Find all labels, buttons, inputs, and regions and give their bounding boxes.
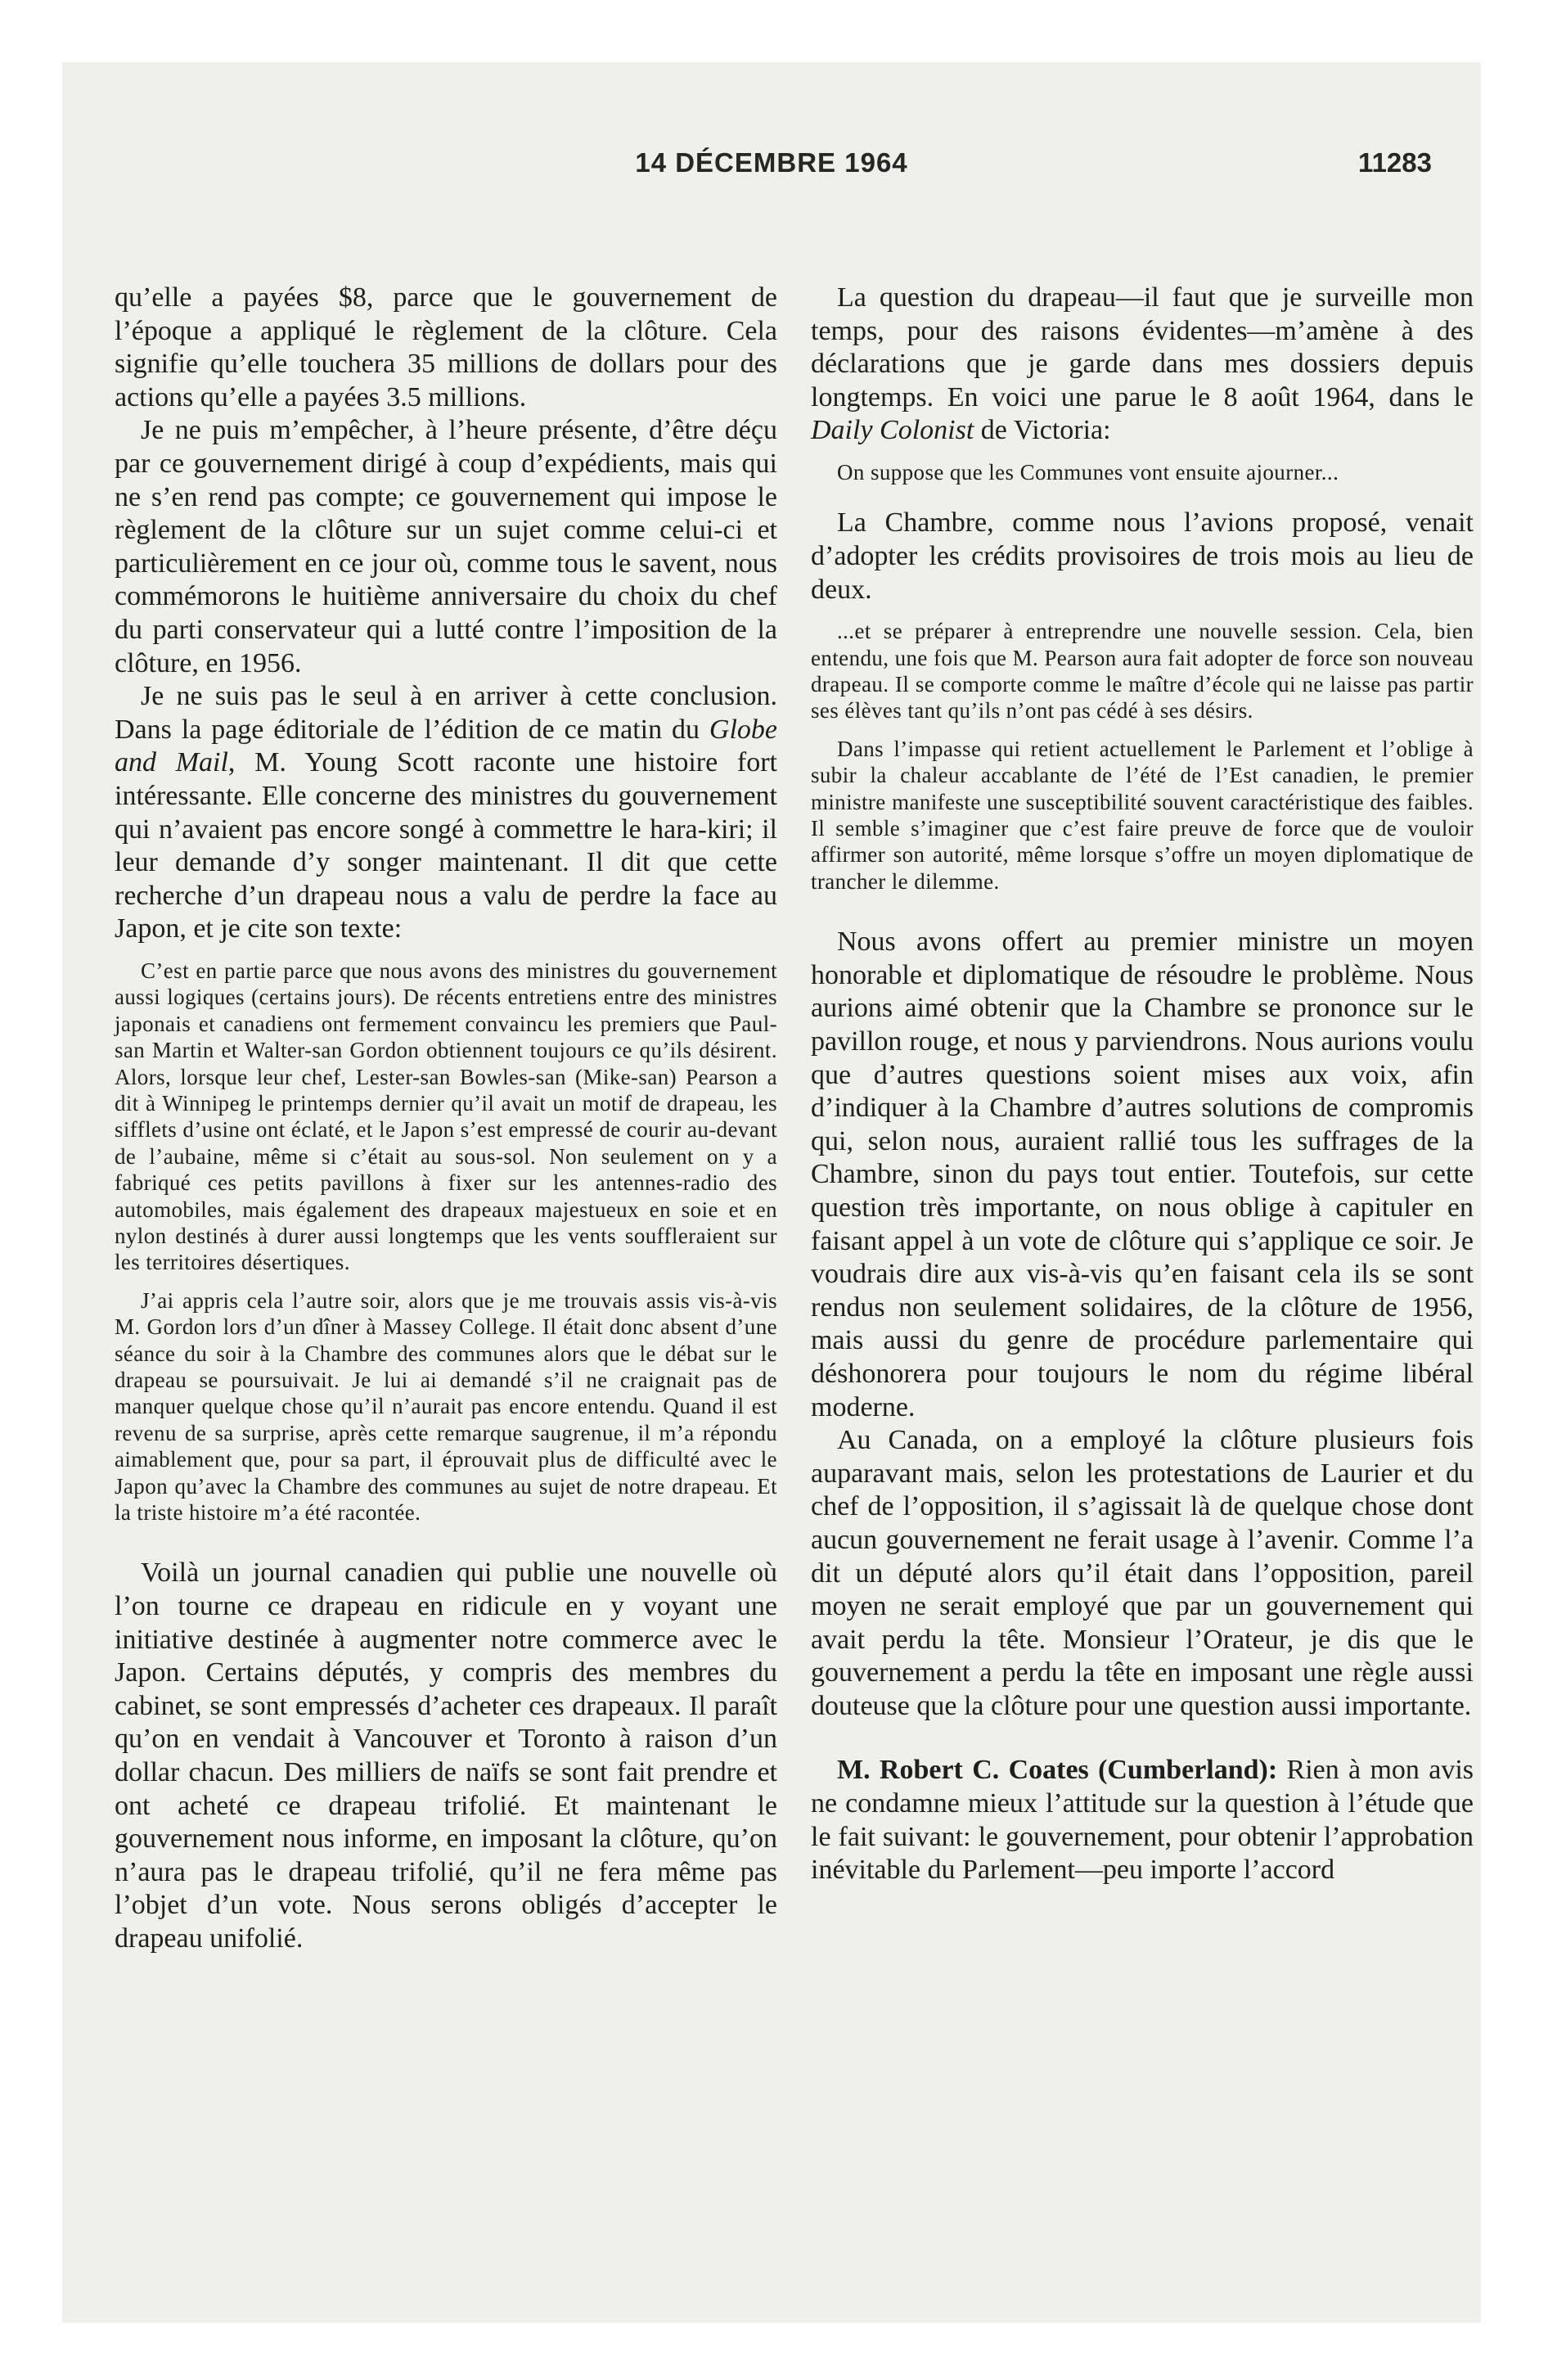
paragraph [811,1754,1474,1886]
right-column [811,282,1474,1887]
block-quote: ...et se préparer à entreprendre une nouvelle session. Cela, bien entendu, une fois que M. Pearson aura fait adopter de force son nouveau drapeau. Il se comporte comme le maître d’école qui ne laisse pas partir ses élèves tant qu’ils n’ont pas cédé à ses désirs. [811,619,1474,723]
paragraph-text: de Victoria: [974,415,1111,446]
newspaper-title: Globe and Mail [115,714,777,778]
paragraph: Nous avons offert au premier ministre un moyen honorable et diplomatique de résoudre le problème. Nous aurions aimé obtenir que la Chambre se prononce sur le pavillon rouge, et nous y parviendrons. Nous aurions voulu que d’autres questions soient mises aux voix, afin d’indiquer à la Chambre d’autres solutions de compromis qui, selon nous, auraient rallié tous les suffrages de la Chambre, sinon du pays tout entier. Toutefois, sur cette question très importante, on nous oblige à capituler en faisant appel à un vote de clôture qui s’applique ce soir. Je voudrais dire aux vis-à-vis qu’en faisant cela ils se sont rendus non seulement solidaires, de la clôture de 1956, mais aussi du genre de procédure parlementaire qui déshonorera pour toujours le nom du régime libéral moderne. [811,926,1474,1422]
paragraph-text: Rien à mon avis ne condamne mieux l’attitude sur la question à l’étude que le fait suivant: le gouvernement, pour obtenir l’approbation inévitable du Parlement—peu importe l’accord [811,1755,1474,1886]
paragraph-text: La question du drapeau—il faut que je surveille mon temps, pour des raisons évidentes—m’amène à des déclarations que je garde dans mes dossiers depuis longtemps. En voici une parue le 8 août 1964, dans le [811,282,1474,412]
paragraph: Voilà un journal canadien qui publie une nouvelle où l’on tourne ce drapeau en ridicule en y voyant une initiative destinée à augmenter notre commerce avec le Japon. Certains députés, y compris des membres du cabinet, se sont empressés d’acheter ces drapeaux. Il paraît qu’on en vendait à Vancouver et Toronto à raison d’un dollar chacun. Des milliers de naïfs se sont fait prendre et ont acheté ce drapeau trifolié. Et maintenant le gouvernement nous informe, en imposant la clôture, qu’on n’aura pas le drapeau trifolié, qu’il ne fera même pas l’objet d’un vote. Nous serons obligés d’accepter le drapeau unifolié. [115,1557,777,1954]
page-header [62,147,1481,196]
block-quote: On suppose que les Communes vont ensuite ajourner... [837,459,1339,485]
page-date: 14 DÉCEMBRE 1964 [635,147,908,178]
left-column [115,282,777,1956]
page-sheet [62,62,1481,2323]
speaker-name: M. Robert C. Coates (Cumberland): [837,1755,1278,1786]
block-quote: Dans l’impasse qui retient actuellement le Parlement et l’oblige à subir la chaleur accablante de l’été de l’Est canadien, le premier ministre manifeste une susceptibilité souvent caractéristique des faibles. Il semble s’imaginer que c’est faire preuve de force que de vouloir affirmer son autorité, même lorsque s’offre un moyen diplomatique de trancher le dilemme. [811,736,1474,894]
block-quote: J’ai appris cela l’autre soir, alors que je me trouvais assis vis-à-vis M. Gordon lors d’un dîner à Massey College. Il était donc absent d’une séance du soir à la Chambre des communes alors que le débat sur le drapeau se poursuivait. Je lui ai demandé s’il ne craignait pas de manquer quelque chose qu’il n’aurait pas encore entendu. Quand il est revenu de sa surprise, après cette remarque saugrenue, il m’a répondu aimablement que, pour sa part, il éprouvait plus de difficulté avec le Japon qu’avec la Chambre des communes au sujet de notre drapeau. Et la triste histoire m’a été racontée. [115,1287,777,1525]
block-quote: C’est en partie parce que nous avons des ministres du gouvernement aussi logiques (certains jours). De récents entretiens entre des ministres japonais et canadiens ont fermement convaincu les premiers que Paul-san Martin et Walter-san Gordon obtiennent toujours ce qu’ils désirent. Alors, lorsque leur chef, Lester-san Bowles-san (Mike-san) Pearson a dit à Winnipeg le printemps dernier qu’il avait un motif de drapeau, les sifflets d’usine ont éclaté, et le Japon s’est empressé de courir au-devant de l’aubaine, même si c’était au sous-sol. Non seulement on y a fabriqué ces petits pavillons à fixer sur les antennes-radio des automobiles, mais également des drapeaux majestueux en soie et en nylon destinés à durer aussi longtemps que les vents souffleraient sur les territoires désertiques. [115,958,777,1275]
paragraph-text: Je ne suis pas le seul à en arriver à cette conclusion. Dans la page éditoriale de l’édition de ce matin du [115,681,777,745]
paragraph: La Chambre, comme nous l’avions proposé, venait d’adopter les crédits provisoires de trois mois au lieu de deux. [811,507,1474,605]
paragraph: Au Canada, on a employé la clôture plusieurs fois auparavant mais, selon les protestations de Laurier et du chef de l’opposition, il s’agissait là de quelque chose dont aucun gouvernement ne ferait usage à l’avenir. Comme l’a dit un député alors qu’il était dans l’opposition, pareil moyen ne serait employé que par un gouvernement qui avait perdu la tête. Monsieur l’Orateur, je dis que le gouvernement a perdu la tête en imposant une règle aussi douteuse que la clôture pour une question aussi importante. [811,1425,1474,1721]
page-number: 11283 [1358,147,1432,178]
paragraph: Je ne puis m’empêcher, à l’heure présente, d’être déçu par ce gouvernement dirigé à coup d’expédients, mais qui ne s’en rend pas compte; ce gouvernement qui impose le règlement de la clôture sur un sujet comme celui-ci et particulièrement en ce jour où, comme tous le savent, nous commémorons le huitième anniversaire du choix du chef du parti conservateur qui a lutté contre l’imposition de la clôture, en 1956. [115,415,777,678]
newspaper-title: Daily Colonist [811,415,974,446]
paragraph: qu’elle a payées $8, parce que le gouvernement de l’époque a appliqué le règlement de la clôture. Cela signifie qu’elle touchera 35 millions de dollars pour des actions qu’elle a payées 3.5 millions. [115,282,777,412]
paragraph [115,680,777,946]
paragraph-text: , M. Young Scott raconte une histoire fort intéressante. Elle concerne des ministres du gouvernement qui n’avaient pas encore songé à commettre le hara-kiri; il leur demande d’y songer maintenant. Il dit que cette recherche d’un drapeau nous a valu de perdre la face au Japon, et je cite son texte: [115,747,778,944]
paragraph [811,282,1474,448]
